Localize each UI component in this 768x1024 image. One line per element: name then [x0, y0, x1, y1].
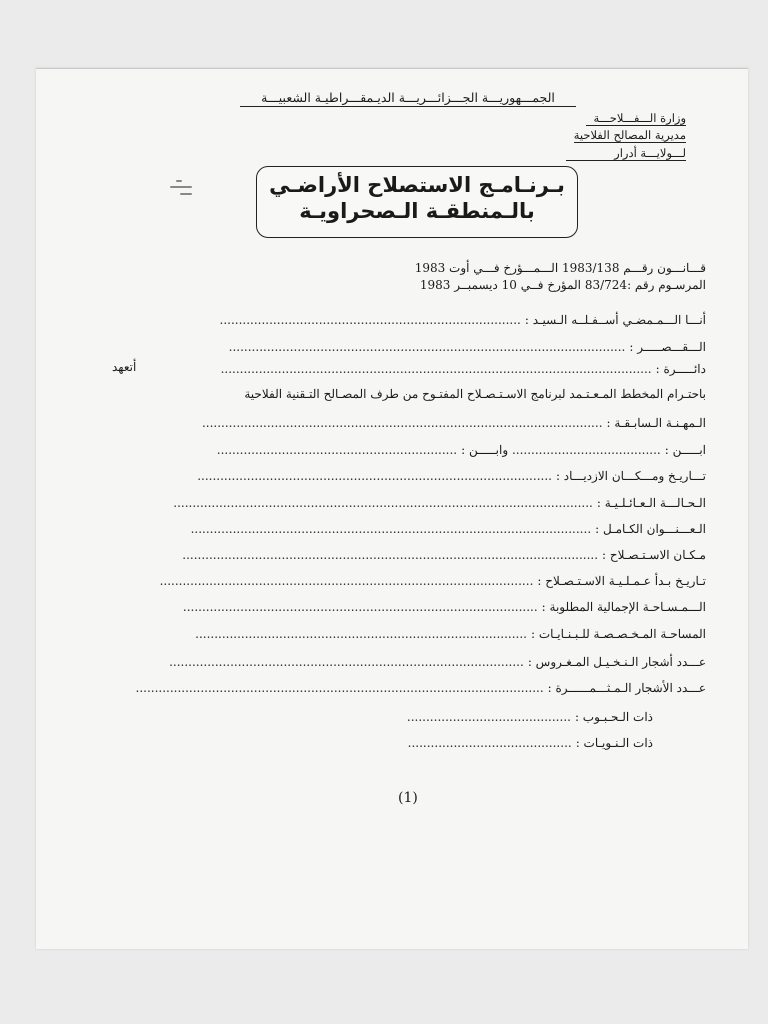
respect-statement: باحتـرام المخطط المـعـتـمد لبرنامج الاسـتـصـلاح المفتـوح من طرف المصـالح التـقنية الفلاحية [244, 387, 706, 401]
field-family-blank[interactable]: .............................................................................................................. [173, 496, 593, 510]
field-stones-label: ذات الـنـويـات : [575, 736, 653, 750]
field-fruit-trees-label: عـــدد الأشجار الـمـثـــمــــــرة : [547, 681, 706, 695]
wilaya-name: لـــولايـــة أدرار [566, 146, 686, 161]
field-grains-label: ذات الـحـبـوب : [574, 710, 653, 724]
field-daira [221, 362, 706, 376]
field-previous-job-label: الـمهـنـة الـسابـقـة : [606, 416, 706, 430]
field-total-area-label: الـــمـسـاحـة الإجمالية المطلوبة : [541, 600, 706, 614]
field-daira-blank[interactable]: ................................................................................................................. [220, 362, 652, 376]
republic-header: الجمـــهوريـــة الجـــزائـــريـــة الديـمقـــراطيـة الشعبيـــة [240, 90, 576, 107]
field-undersigned-blank[interactable]: ............................................................................... [219, 313, 521, 327]
scan-speck [180, 193, 192, 195]
field-buildings-area-blank[interactable]: ....................................................................................... [195, 627, 527, 641]
field-buildings-area-label: المساحـة المـخـصـصـة للـبـنـايـات : [530, 627, 706, 641]
field-daira-label: دائـــــرة : [655, 362, 706, 376]
program-title-line1: بـرنـامـج الاستصلاح الأراضـي [269, 173, 565, 197]
field-palms [169, 655, 706, 669]
field-location [182, 548, 706, 562]
field-start-date [160, 574, 706, 588]
law-reference: قـــانـــون رقـــم 1983/138 الـــمـــؤرخ فـــي أوت 1983 [414, 261, 706, 275]
commit-text: أتعهد [112, 360, 137, 374]
field-and-blank[interactable]: ............................................................... [216, 443, 458, 457]
directorate-name: مديرية المصالح الفلاحية [573, 128, 686, 142]
field-son-of [217, 443, 706, 457]
field-stones-blank[interactable]: ........................................... [407, 736, 572, 750]
scan-speck [176, 180, 182, 182]
field-start-date-label: تـاريـخ بـدأ عـمـلـيـة الاسـتـصـلاح : [537, 574, 706, 588]
field-son-of-label: ابـــــن : [664, 443, 706, 457]
field-total-area-blank[interactable]: ............................................................................................. [182, 600, 538, 614]
field-fruit-trees [136, 681, 707, 695]
program-title-box [256, 166, 578, 238]
field-palms-blank[interactable]: ............................................................................................. [169, 655, 524, 669]
field-ksar-blank[interactable]: ........................................................................................................ [228, 340, 626, 354]
field-address-label: الـعـــنـــوان الكـامـل : [595, 522, 706, 536]
field-total-area [183, 600, 706, 614]
scan-speck [170, 186, 192, 188]
field-grains-blank[interactable]: ........................................... [406, 710, 571, 724]
field-start-date-blank[interactable]: .................................................................................................. [159, 574, 534, 588]
ministry-name: وزارة الـــفـــلاحـــة [586, 111, 686, 126]
field-previous-job [202, 416, 706, 430]
field-ksar [229, 340, 706, 354]
field-family-label: الـحـالـــة الـعـائـلـيـة : [596, 496, 706, 510]
field-location-blank[interactable]: ............................................................................................................. [182, 548, 599, 562]
field-and-label: وابـــــن : [461, 443, 509, 457]
field-ksar-label: الـــقـــصـــــر : [629, 340, 706, 354]
field-undersigned-label: أنـــا الـــمـمضـي أســفـلــه الـسيـد : [524, 313, 706, 327]
field-stones [408, 736, 653, 750]
field-birth [197, 469, 706, 483]
field-family [173, 496, 706, 510]
page-number: (1) [398, 790, 418, 806]
field-address-blank[interactable]: ......................................................................................................... [190, 522, 592, 536]
field-buildings-area [195, 627, 706, 641]
field-son-of-blank[interactable]: ....................................... [511, 443, 661, 457]
field-undersigned [220, 313, 706, 327]
field-birth-blank[interactable]: ............................................................................................. [197, 469, 552, 483]
program-title-line2: بالـمنطقـة الـصحراويـة [299, 199, 535, 223]
field-previous-job-blank[interactable]: ......................................................................................................... [201, 416, 603, 430]
field-grains [407, 710, 653, 724]
field-birth-label: تـــاريـخ ومـــكـــان الازديـــاد : [555, 469, 706, 483]
field-palms-label: عـــدد أشجار الـنـخـيـل المـغـروس : [527, 655, 706, 669]
decree-reference: المرسـوم رقم :83/724 المؤرخ فــي 10 ديسمبــر 1983 [419, 278, 706, 292]
field-address [191, 522, 706, 536]
field-fruit-trees-blank[interactable]: ........................................................................................................... [135, 681, 544, 695]
field-location-label: مـكـان الاسـتـصـلاح : [602, 548, 706, 562]
